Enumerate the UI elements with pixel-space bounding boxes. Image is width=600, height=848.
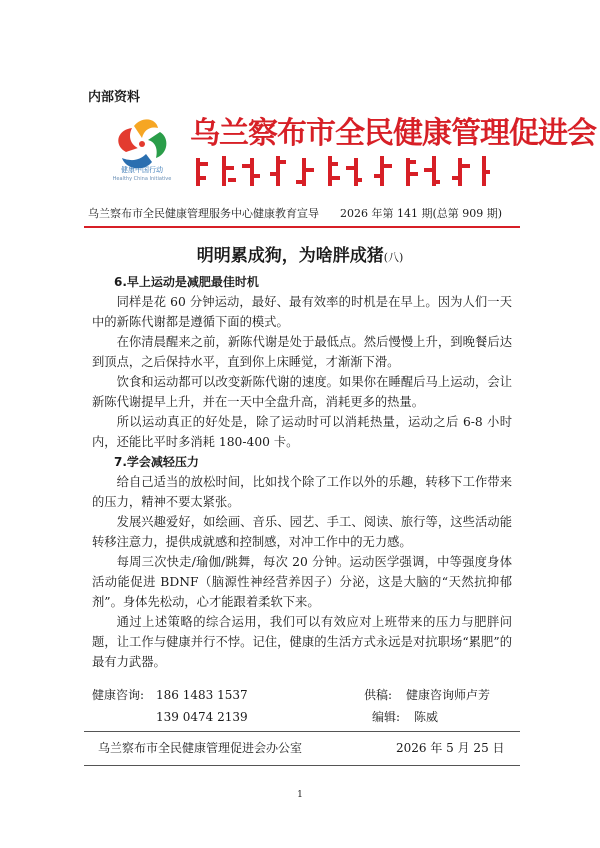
paragraph: 给自己适当的放松时间，比如找个除了工作以外的乐趣，转移下工作带来的压力，精神不要太紧张。 (92, 475, 512, 509)
paragraph: 所以运动真正的好处是，除了运动时可以消耗热量，运动之后 6-8 小时内，还能比平时多消耗 180-400 卡。 (92, 415, 512, 449)
internal-label: 内部资料 (88, 90, 141, 105)
contact-label: 健康咨询: (92, 688, 145, 702)
paragraph: 每周三次快走/瑜伽/跳舞，每次 20 分钟。运动医学强调，中等强度身体活动能促进 BDNF（脑源性神经营养因子）分泌，这是大脑的“天然抗抑郁剂”。身体先松动，心才能跟着柔软下来。 (92, 555, 512, 609)
page-number: 1 (297, 790, 303, 800)
footer-bottom-divider (84, 765, 520, 766)
article-title (0, 241, 600, 266)
logo-caption-en: Healthy China Initiative (112, 176, 172, 182)
organization-title: 乌兰察布市全民健康管理促进会 (190, 116, 596, 151)
editor-name: 陈威 (414, 710, 439, 724)
issue-number: 2026 年第 141 期(总第 909 期) (340, 207, 503, 220)
footer-office: 乌兰察布市全民健康管理促进会办公室 (98, 741, 303, 755)
phone-number: 139 0474 2139 (156, 710, 248, 724)
header-divider (84, 226, 520, 228)
paragraph: 同样是花 60 分钟运动，最好、最有效率的时机是在早上。因为人们一天中的新陈代谢都是遵循下面的模式。 (92, 295, 512, 329)
supplier-label: 供稿: (364, 688, 393, 702)
section-heading: 7.学会减轻压力 (114, 455, 199, 469)
supplier-name: 健康咨询师卢芳 (406, 688, 491, 702)
article-title-text: 明明累成狗，为啥胖成猪 (196, 246, 384, 266)
footer-date: 2026 年 5 月 25 日 (396, 741, 505, 755)
issue-header (88, 205, 516, 221)
paragraph: 通过上述策略的综合运用，我们可以有效应对上班带来的压力与肥胖问题，让工作与健康并行不悖。记住，健康的生活方式永远是对抗职场“累肥”的最有力武器。 (92, 615, 512, 669)
section-heading: 6.早上运动是减肥最佳时机 (114, 275, 259, 289)
paragraph: 在你清晨醒来之前，新陈代谢是处于最低点。然后慢慢上升，到晚餐后达到顶点，之后保持水平，直到你上床睡觉，才渐渐下滑。 (92, 335, 512, 369)
logo-caption-cn: 健康中国行动 (121, 166, 163, 174)
article-body (92, 272, 512, 672)
logo-caption (104, 166, 180, 184)
paragraph: 发展兴趣爱好，如绘画、音乐、园艺、手工、阅读、旅行等，这些活动能转移注意力，提供成就感和控制感，对冲工作中的无力感。 (92, 515, 512, 549)
mongolian-script-graphic (192, 152, 492, 192)
source-line: 乌兰察布市全民健康管理服务中心健康教育宣导 (88, 207, 319, 220)
article-title-suffix: (八) (383, 251, 404, 264)
contact-block (92, 684, 512, 728)
footer-top-divider (84, 731, 520, 732)
editor-label: 编辑: (372, 710, 401, 724)
phone-number: 186 1483 1537 (156, 688, 248, 702)
paragraph: 饮食和运动都可以改变新陈代谢的速度。如果你在睡醒后马上运动，会让新陈代谢提早上升，并在一天中全盘升高，消耗更多的热量。 (92, 375, 512, 409)
